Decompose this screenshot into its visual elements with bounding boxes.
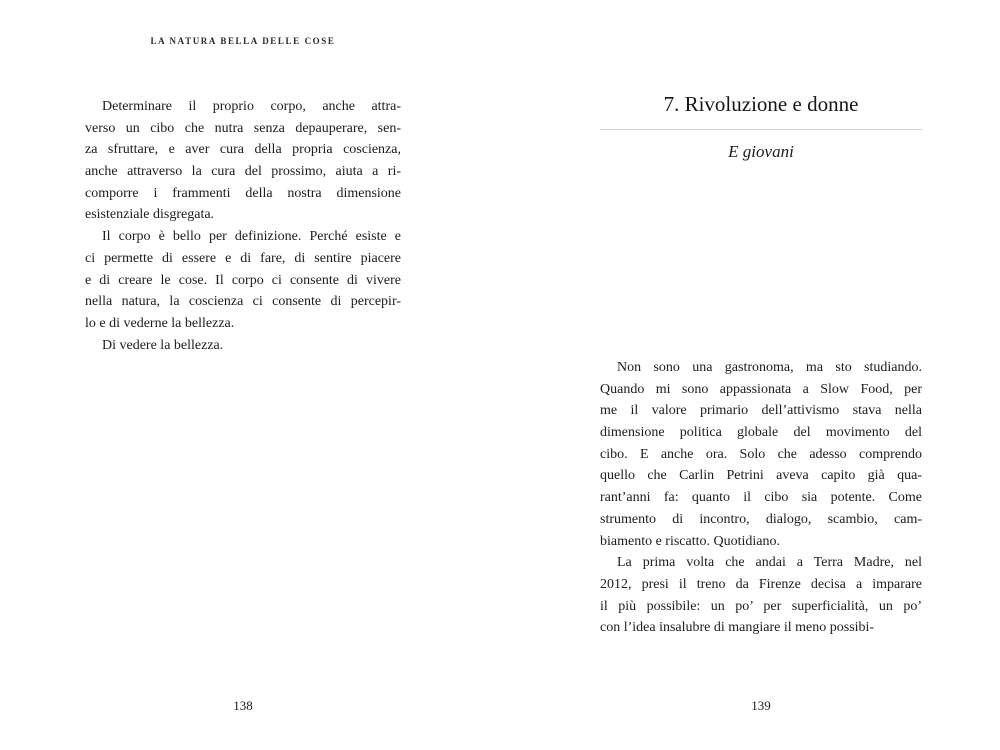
text-line: me il valore primario dell’attivismo stava nella — [600, 403, 922, 419]
text-line: biamento e riscatto. Quotidiano. — [600, 533, 781, 549]
text-line: comporre i frammenti della nostra dimensione — [85, 185, 401, 201]
text-line: e di creare le cose. Il corpo ci consente di vivere — [85, 272, 401, 288]
text-line: strumento di incontro, dialogo, scambio, cam- — [600, 511, 922, 527]
chapter-subtitle: E giovani — [728, 142, 794, 161]
left-text-block — [85, 96, 401, 356]
text-line: nella natura, la coscienza ci consente di percepir- — [85, 294, 401, 310]
running-header: LA NATURA BELLA DELLE COSE — [150, 36, 336, 46]
text-line: il più possibile: un po’ per superficialità, un po’ — [600, 598, 922, 614]
text-line: za sfruttare, e aver cura della propria coscienza, — [85, 142, 401, 158]
text-line: 2012, presi il treno da Firenze decisa a imparare — [600, 576, 922, 592]
text-line: esistenziale disgregata. — [85, 207, 215, 223]
text-line: ci permette di essere e di fare, di sentire piacere — [85, 250, 401, 266]
text-line: anche attraverso la cura del prossimo, aiuta a ri- — [85, 164, 401, 180]
paragraph — [85, 335, 401, 357]
right-text-block — [600, 357, 922, 639]
left-page-number: 138 — [233, 698, 253, 713]
text-line: Di vedere la bellezza. — [102, 337, 224, 353]
paragraph — [85, 96, 401, 226]
text-line: lo e di vederne la bellezza. — [85, 315, 235, 331]
text-line: Il corpo è bello per definizione. Perché esiste e — [102, 229, 401, 245]
text-line: cibo. E anche ora. Solo che adesso comprendo — [600, 446, 922, 462]
text-line: rant’anni fa: quanto il cibo sia potente. Come — [600, 490, 922, 506]
text-line: Determinare il proprio corpo, anche attra- — [102, 99, 401, 114]
text-line: La prima volta che andai a Terra Madre, nel — [617, 555, 922, 571]
paragraph — [85, 226, 401, 334]
text-line: quello che Carlin Petrini aveva capito già qua- — [600, 468, 922, 484]
paragraph — [600, 552, 922, 639]
text-line: Quando mi sono appassionata a Slow Food, per — [600, 381, 922, 397]
paragraph — [600, 357, 922, 552]
right-page-number: 139 — [751, 698, 771, 713]
chapter-title: 7. Rivoluzione e donne — [663, 92, 859, 116]
text-line: Non sono una gastronoma, ma sto studiando. — [617, 360, 922, 375]
text-line: verso un cibo che nutra senza depauperare, sen- — [85, 120, 401, 136]
chapter-rule — [600, 129, 922, 130]
text-line: con l’idea insalubre di mangiare il meno possibi- — [600, 620, 875, 636]
text-line: dimensione politica globale del movimento del — [600, 425, 922, 441]
